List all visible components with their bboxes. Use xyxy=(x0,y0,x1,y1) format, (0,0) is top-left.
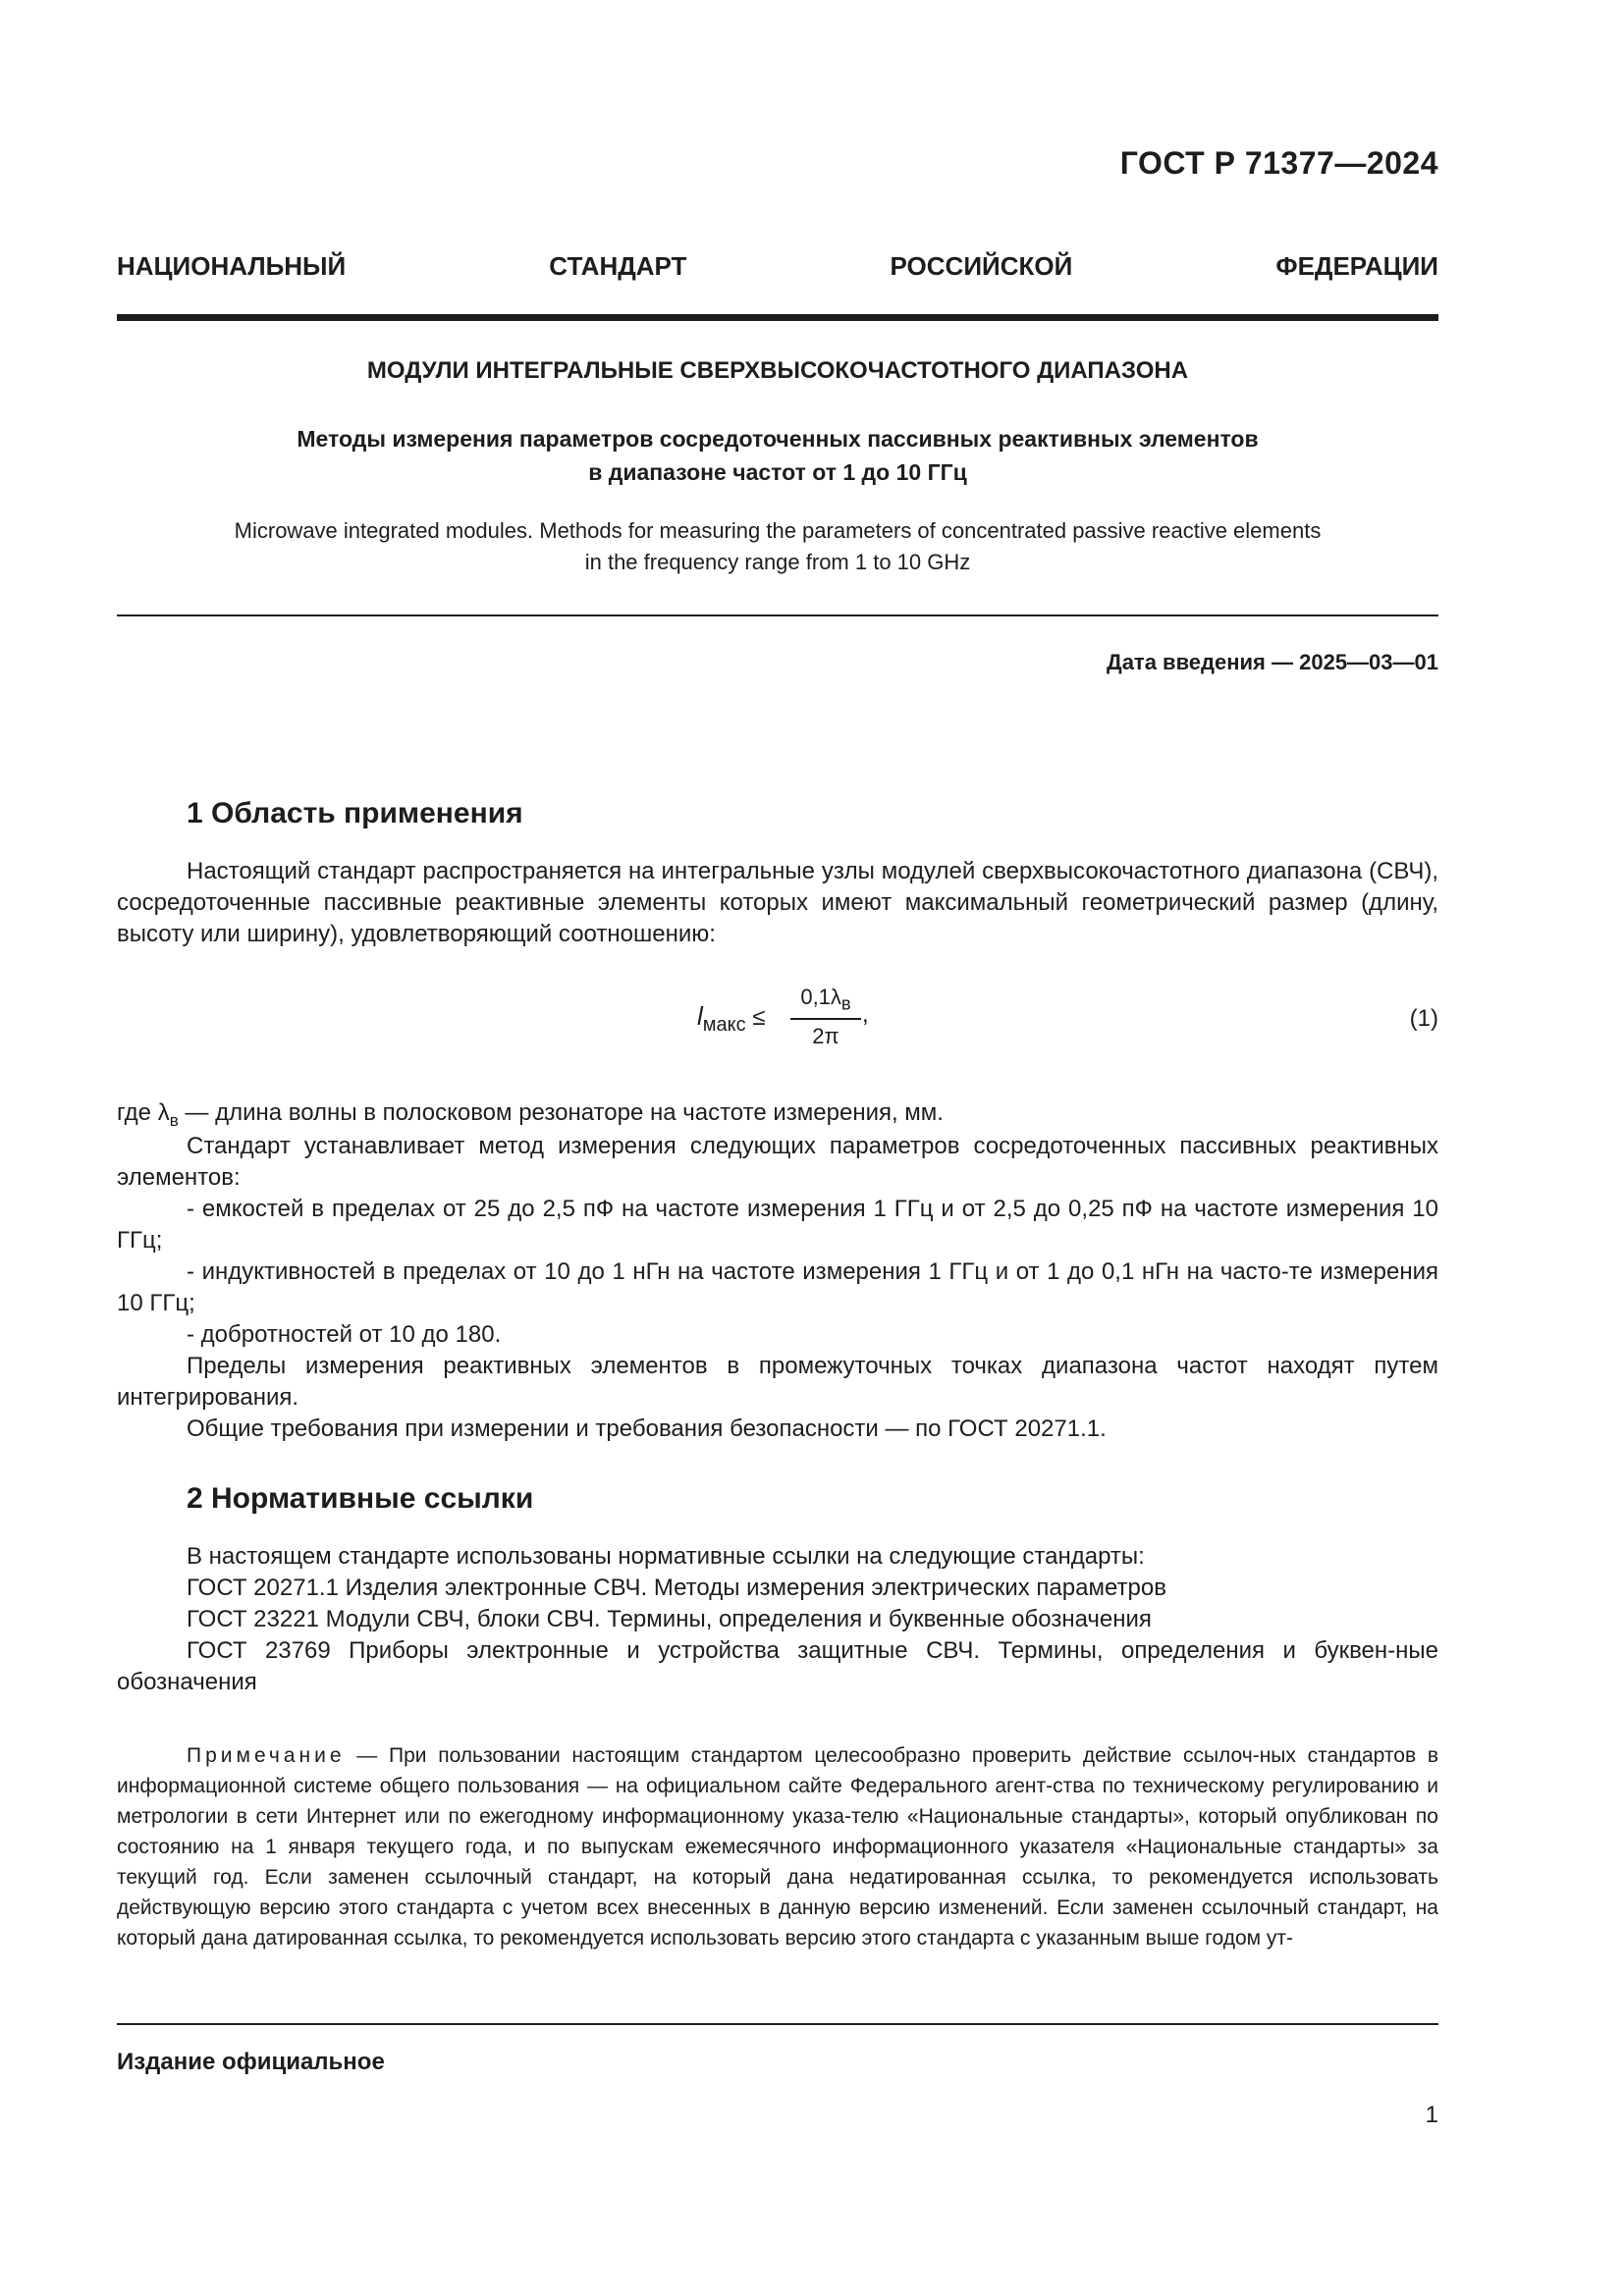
standard-type-heading: НАЦИОНАЛЬНЫЙ СТАНДАРТ РОССИЙСКОЙ ФЕДЕРАЦИИ xyxy=(117,251,1438,281)
title-divider xyxy=(117,614,1438,616)
list-item-capacitance: - емкостей в пределах от 25 до 2,5 пФ на частоте измерения 1 ГГц и от 2,5 до 0,25 пФ на частоте измерения 10 ГГц; xyxy=(117,1196,1438,1254)
document-number: ГОСТ Р 71377—2024 xyxy=(1119,145,1438,181)
introduction-date: Дата введения — 2025—03—01 xyxy=(1107,650,1438,674)
list-item-inductance: - индуктивностей в пределах от 10 до 1 нГн на частоте измерения 1 ГГц и от 1 до 0,1 нГн на часто-те измерения 10 ГГц; xyxy=(117,1258,1438,1316)
formula-comma: , xyxy=(862,1001,869,1028)
reference-gost-20271: ГОСТ 20271.1 Изделия электронные СВЧ. Методы измерения электрических параметров xyxy=(187,1575,1166,1601)
formula-explanation: где $\lambda_в$ — длина волны в полосковом резонаторе на частоте измерения, мм. xyxy=(117,1099,944,1130)
formula-denominator: 2π xyxy=(812,1024,839,1049)
english-title xyxy=(117,515,1438,578)
formula-relation: ≤ xyxy=(752,1004,766,1031)
subtitle-line-1: Методы измерения параметров сосредоточенных пассивных реактивных элементов xyxy=(297,426,1259,452)
equation-number: (1) xyxy=(1409,1005,1438,1032)
footer-divider xyxy=(117,2023,1438,2025)
english-title-line-2: in the frequency range from 1 to 10 GHz xyxy=(584,550,971,574)
formula-subscript: макс xyxy=(702,1013,746,1036)
reference-gost-23769: ГОСТ 23769 Приборы электронные и устройства защитные СВЧ. Термины, определения и буквен-ные обозначения xyxy=(117,1637,1438,1695)
section-2-intro: В настоящем стандарте использованы нормативные ссылки на следующие стандарты: xyxy=(187,1543,1145,1570)
subtitle-line-2: в диапазоне частот от 1 до 10 ГГц xyxy=(588,459,967,485)
section-1-heading: 1 Область применения xyxy=(187,797,523,829)
formula-symbol: l xyxy=(697,1001,703,1031)
section-2-heading: 2 Нормативные ссылки xyxy=(187,1482,534,1515)
note-paragraph xyxy=(117,1740,1438,1953)
note-text: — При пользовании настоящим стандартом целесообразно проверить действие ссылоч-ных стандартов в информационной системе общего пользования — на официальном сайте Федерального агент-ства по техническому регулированию и метрологии в сети Интернет или по ежегодному информационному указа-телю «Национальные стандарты», который опубликован по состоянию на 1 января текущего года, и по выпускам ежемесячного информационного указателя «Национальные стандарты» за текущий год. Если заменен ссылочный стандарт, на который дана недатированная ссылка, то рекомендуется использовать действующую версию этого стандарта с учетом всех внесенных в данную версию изменений. Если заменен ссылочный стандарт, на который дана датированная ссылка, то рекомендуется использовать версию этого стандарта с указанным выше годом ут- xyxy=(117,1744,1438,1949)
section-1-paragraph-2: Стандарт устанавливает метод измерения следующих параметров сосредоточенных пассивных реактивных элементов: xyxy=(117,1133,1438,1191)
formula-numerator: $0,1\lambda_в$ xyxy=(790,985,861,1020)
section-1-paragraph-4: Общие требования при измерении и требования безопасности — по ГОСТ 20271.1. xyxy=(187,1415,1107,1442)
reference-gost-23221: ГОСТ 23221 Модули СВЧ, блоки СВЧ. Термины, определения и буквенные обозначения xyxy=(187,1606,1152,1632)
formula-lhs xyxy=(697,1001,765,1037)
list-item-quality-factor: - добротностей от 10 до 180. xyxy=(187,1321,502,1348)
note-label: Примечание xyxy=(187,1744,346,1767)
english-title-line-1: Microwave integrated modules. Methods for measuring the parameters of concentrated passive reactive elements xyxy=(234,518,1322,543)
header-divider xyxy=(117,314,1438,321)
page-number: 1 xyxy=(1425,2102,1438,2128)
section-1-paragraph-1: Настоящий стандарт распространяется на интегральные узлы модулей сверхвысокочастотного диапазона (СВЧ), сосредоточенные пассивные реактивные элементы которых имеют максимальный геометрический размер (длину, высоту или ширину), удовлетворяющий соотношению: xyxy=(117,858,1438,947)
document-subtitle xyxy=(117,422,1438,489)
section-1-paragraph-3: Пределы измерения реактивных элементов в промежуточных точках диапазона частот находят путем интегрирования. xyxy=(117,1353,1438,1411)
official-edition-label: Издание официальное xyxy=(117,2049,385,2075)
document-title: МОДУЛИ ИНТЕГРАЛЬНЫЕ СВЕРХВЫСОКОЧАСТОТНОГО ДИАПАЗОНА xyxy=(366,357,1189,384)
formula-fraction xyxy=(790,985,861,1049)
